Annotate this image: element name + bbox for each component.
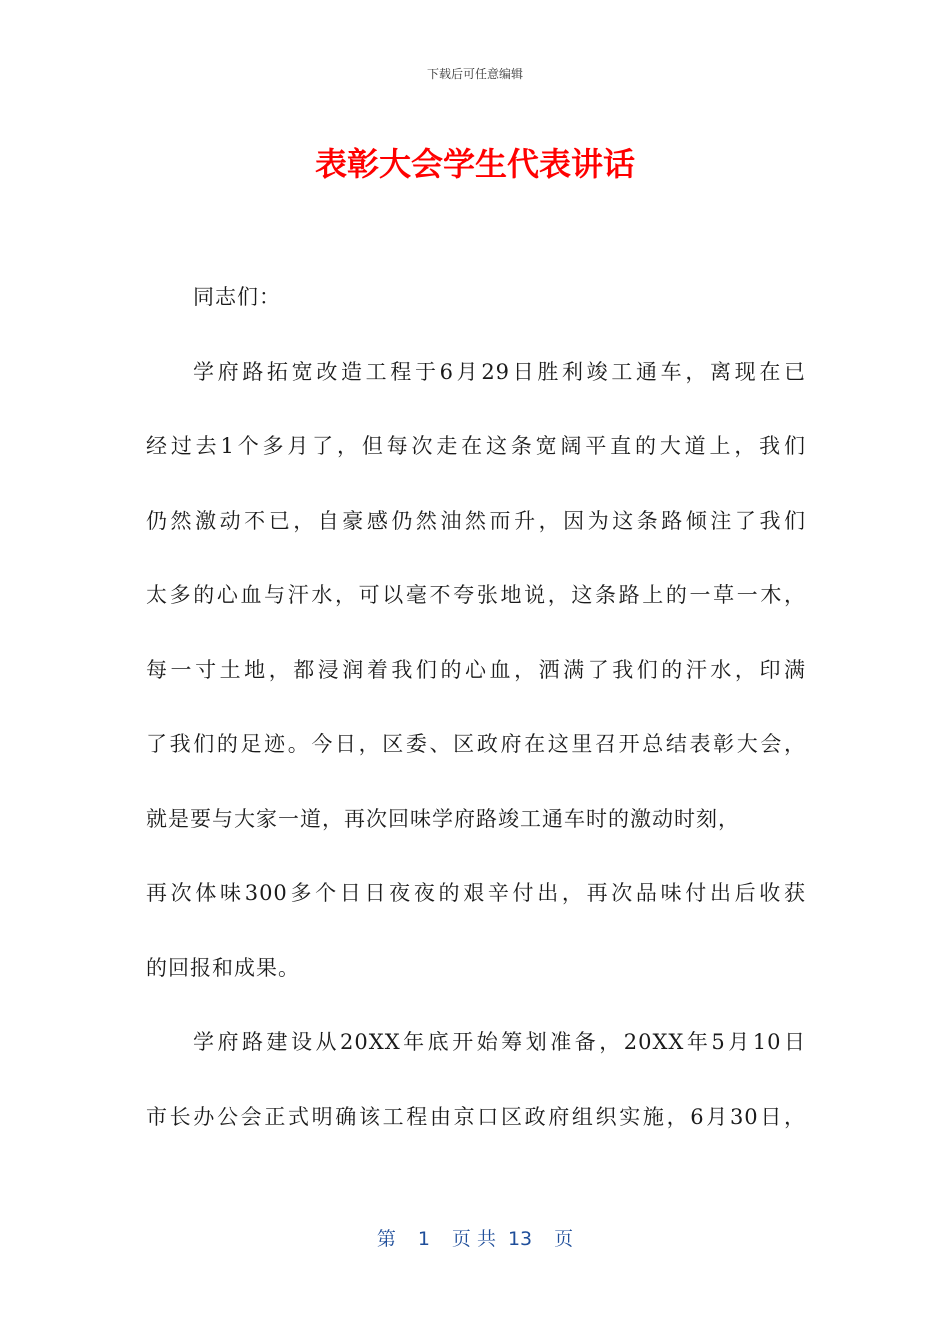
paragraph-line: 仍然激动不已，自豪感仍然油然而升，因为这条路倾注了我们 [146,508,806,533]
footer-middle: 页 共 [451,1228,496,1250]
paragraph-line: 学府路建设从20XX年底开始筹划准备，20XX年5月10日 [193,1030,806,1054]
total-pages-number: 13 [507,1228,533,1250]
document-body [146,260,806,1154]
paragraph-line: 太多的心血与汗水，可以毫不夸张地说，这条路上的一草一木， [146,583,806,607]
paragraph-line: 的回报和成果。 [146,955,300,980]
paragraph-line: 每一寸土地，都浸润着我们的心血，洒满了我们的汗水，印满 [146,657,806,682]
paragraph-line: 市长办公会正式明确该工程由京口区政府组织实施，6月30日， [146,1104,806,1129]
salutation-line: 同志们： [193,285,281,309]
footer-prefix: 第 [376,1228,396,1250]
paragraph-line: 学府路拓宽改造工程于6月29日胜利竣工通车，离现在已 [193,359,806,384]
current-page-number: 1 [417,1228,430,1250]
paragraph-line: 就是要与大家一道，再次回味学府路竣工通车时的激动时刻， [146,806,740,831]
footer-suffix: 页 [554,1228,574,1250]
paragraph-line: 经过去1个多月了，但每次走在这条宽阔平直的大道上，我们 [146,434,806,458]
paragraph-line: 再次体味300多个日日夜夜的艰辛付出，再次品味付出后收获 [146,881,806,905]
page-number-footer [0,1226,950,1252]
paragraph-line: 了我们的足迹。今日，区委、区政府在这里召开总结表彰大会， [146,732,806,756]
document-title: 表彰大会学生代表讲话 [314,145,635,183]
page-header-note: 下载后可任意编辑 [426,67,523,81]
